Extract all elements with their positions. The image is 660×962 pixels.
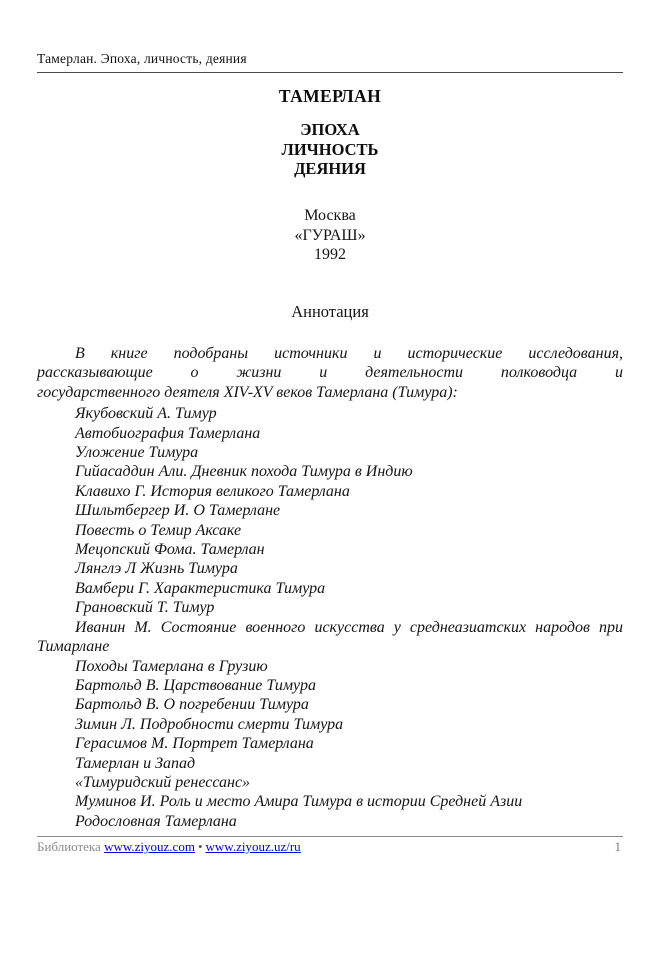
annotation-list-item: Грановский Т. Тимур <box>75 599 215 617</box>
footer-left <box>37 839 301 855</box>
annotation-list <box>37 404 623 831</box>
imprint-year: 1992 <box>314 246 346 263</box>
annotation-body <box>37 344 623 831</box>
annotation-list-item: Тамерлан и Запад <box>75 754 196 772</box>
annotation-list-item: Иванин М. Состояние военного искусства у среднеазиатских народов при Тимарлане <box>37 618 623 656</box>
annotation-list-item: Бартольд В. О погребении Тимура <box>75 696 309 714</box>
annotation-list-item: Бартольд В. Царствование Тимура <box>75 676 316 694</box>
page-footer <box>37 836 623 855</box>
annotation-list-item: Мецопский Фома. Тамерлан <box>75 541 265 559</box>
subtitle-line: ЭПОХА <box>300 120 360 139</box>
annotation-list-item: Вамбери Г. Характеристика Тимура <box>75 579 326 597</box>
annotation-list-item: Родословная Тамерлана <box>75 812 237 830</box>
book-subtitle <box>0 120 660 179</box>
annotation-intro-line: государственного деятеля XIV-XV веков Тамерлана (Тимура): <box>37 383 458 401</box>
footer-link-ziyouz-uz-ru[interactable]: www.ziyouz.uz/ru <box>205 839 301 854</box>
annotation-list-item: Автобиография Тамерлана <box>75 424 261 442</box>
annotation-intro-line: рассказывающие о жизни и деятельности полководца и <box>37 364 623 382</box>
annotation-list-item: Повесть о Темир Аксаке <box>75 521 242 539</box>
annotation-list-item: Гийасаддин Али. Дневник похода Тимура в Индию <box>75 463 413 481</box>
annotation-list-item: Якубовский А. Тимур <box>75 405 217 423</box>
book-title: ТАМЕРЛАН <box>278 86 382 106</box>
annotation-list-item: «Тимуридский ренессанс» <box>75 773 251 791</box>
annotation-list-item: Уложение Тимура <box>75 444 199 462</box>
imprint-city: Москва <box>304 207 356 224</box>
annotation-list-item: Муминов И. Роль и место Амира Тимура в истории Средней Азии <box>75 793 523 811</box>
annotation-list-item: Шильтбергер И. О Тамерлане <box>75 502 281 520</box>
annotation-list-item: Клавихо Г. История великого Тамерлана <box>75 482 350 500</box>
footer-separator: • <box>197 839 203 854</box>
annotation-list-item: Герасимов М. Портрет Тамерлана <box>75 735 314 753</box>
imprint-publisher: «ГУРАШ» <box>294 226 366 244</box>
footer-library-label: Библиотека <box>37 839 101 854</box>
subtitle-line: ДЕЯНИЯ <box>294 159 366 178</box>
annotation-heading: Аннотация <box>291 302 369 321</box>
running-header-title: Тамерлан. Эпоха, личность, деяния <box>37 51 623 73</box>
annotation-list-item: Зимин Л. Подробности смерти Тимура <box>75 715 344 733</box>
annotation-intro-line: В книге подобраны источники и исторические исследования, <box>75 345 623 362</box>
footer-link-ziyouz-com[interactable]: www.ziyouz.com <box>104 839 195 854</box>
subtitle-line: ЛИЧНОСТЬ <box>281 139 379 159</box>
imprint-block <box>0 206 660 265</box>
page-number: 1 <box>614 839 621 854</box>
annotation-list-item: Походы Тамерлана в Грузию <box>75 657 268 675</box>
annotation-list-item: Лянглэ Л Жизнь Тимура <box>75 560 238 578</box>
